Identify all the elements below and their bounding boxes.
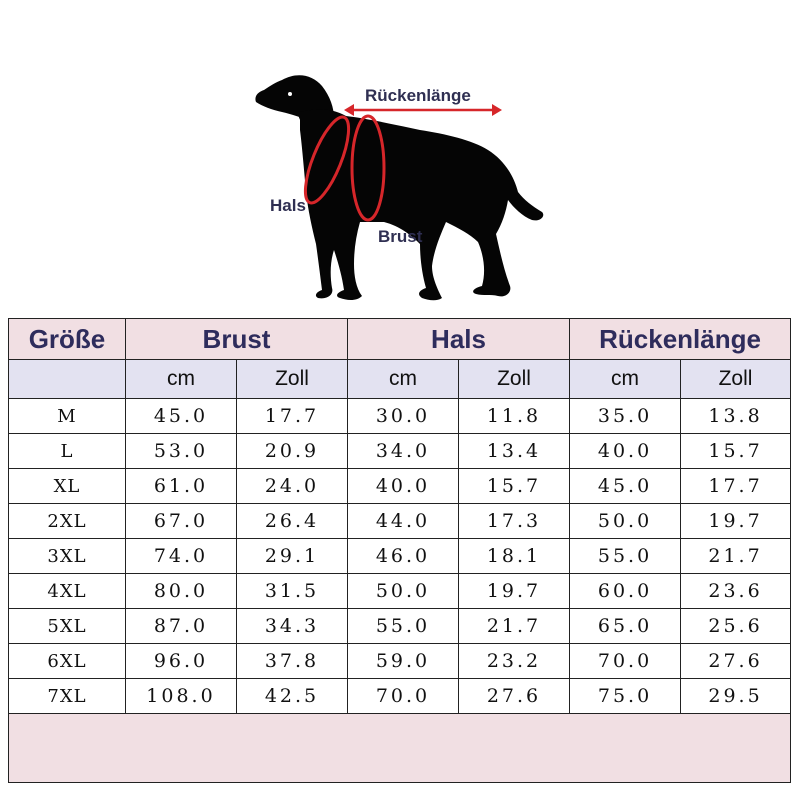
table-footer-row [9, 714, 791, 783]
value-cell: 53.0 [126, 434, 237, 469]
value-cell: 67.0 [126, 504, 237, 539]
value-cell: 26.4 [237, 504, 348, 539]
size-cell: 2XL [9, 504, 126, 539]
value-cell: 44.0 [348, 504, 459, 539]
table-footer-cell [9, 714, 791, 783]
value-cell: 19.7 [459, 574, 570, 609]
value-cell: 13.4 [459, 434, 570, 469]
size-cell: 4XL [9, 574, 126, 609]
value-cell: 23.6 [681, 574, 791, 609]
value-cell: 15.7 [459, 469, 570, 504]
table-row [9, 469, 791, 504]
unit-cell: Zoll [459, 360, 570, 399]
header-chest: Brust [126, 319, 348, 360]
value-cell: 35.0 [570, 399, 681, 434]
header-back-length: Rückenlänge [570, 319, 791, 360]
neck-label: Hals [270, 196, 306, 215]
value-cell: 29.5 [681, 679, 791, 714]
value-cell: 13.8 [681, 399, 791, 434]
value-cell: 27.6 [681, 644, 791, 679]
value-cell: 50.0 [348, 574, 459, 609]
value-cell: 17.7 [681, 469, 791, 504]
value-cell: 40.0 [570, 434, 681, 469]
chest-label: Brust [378, 227, 423, 246]
dog-eye [288, 92, 292, 96]
table-unit-row [9, 360, 791, 399]
size-cell: 6XL [9, 644, 126, 679]
value-cell: 31.5 [237, 574, 348, 609]
table-row [9, 504, 791, 539]
value-cell: 29.1 [237, 539, 348, 574]
size-cell: 3XL [9, 539, 126, 574]
value-cell: 21.7 [459, 609, 570, 644]
value-cell: 55.0 [348, 609, 459, 644]
size-cell: 5XL [9, 609, 126, 644]
value-cell: 18.1 [459, 539, 570, 574]
value-cell: 80.0 [126, 574, 237, 609]
table-row [9, 399, 791, 434]
value-cell: 70.0 [570, 644, 681, 679]
unit-cell: Zoll [237, 360, 348, 399]
value-cell: 15.7 [681, 434, 791, 469]
value-cell: 25.6 [681, 609, 791, 644]
value-cell: 21.7 [681, 539, 791, 574]
table-header-row [9, 319, 791, 360]
unit-cell: cm [570, 360, 681, 399]
value-cell: 27.6 [459, 679, 570, 714]
header-neck: Hals [348, 319, 570, 360]
size-cell: M [9, 399, 126, 434]
value-cell: 30.0 [348, 399, 459, 434]
value-cell: 108.0 [126, 679, 237, 714]
back-length-label: Rückenlänge [365, 86, 471, 105]
table-row [9, 609, 791, 644]
table-row [9, 434, 791, 469]
table-body [9, 399, 791, 714]
value-cell: 19.7 [681, 504, 791, 539]
value-cell: 45.0 [126, 399, 237, 434]
dog-measurement-figure [0, 0, 800, 318]
value-cell: 42.5 [237, 679, 348, 714]
value-cell: 20.9 [237, 434, 348, 469]
table-row [9, 644, 791, 679]
table-row [9, 679, 791, 714]
value-cell: 65.0 [570, 609, 681, 644]
unit-cell: cm [348, 360, 459, 399]
header-size: Größe [9, 319, 126, 360]
size-cell: 7XL [9, 679, 126, 714]
value-cell: 45.0 [570, 469, 681, 504]
unit-empty-cell [9, 360, 126, 399]
table-row [9, 574, 791, 609]
value-cell: 96.0 [126, 644, 237, 679]
value-cell: 70.0 [348, 679, 459, 714]
value-cell: 24.0 [237, 469, 348, 504]
value-cell: 40.0 [348, 469, 459, 504]
value-cell: 46.0 [348, 539, 459, 574]
unit-cell: Zoll [681, 360, 791, 399]
value-cell: 87.0 [126, 609, 237, 644]
table-row [9, 539, 791, 574]
value-cell: 17.3 [459, 504, 570, 539]
value-cell: 34.0 [348, 434, 459, 469]
value-cell: 17.7 [237, 399, 348, 434]
size-cell: XL [9, 469, 126, 504]
value-cell: 11.8 [459, 399, 570, 434]
value-cell: 74.0 [126, 539, 237, 574]
value-cell: 23.2 [459, 644, 570, 679]
value-cell: 55.0 [570, 539, 681, 574]
value-cell: 37.8 [237, 644, 348, 679]
dog-illustration [0, 0, 800, 318]
size-cell: L [9, 434, 126, 469]
value-cell: 61.0 [126, 469, 237, 504]
unit-cell: cm [126, 360, 237, 399]
value-cell: 34.3 [237, 609, 348, 644]
size-chart-table [8, 318, 791, 783]
value-cell: 60.0 [570, 574, 681, 609]
value-cell: 75.0 [570, 679, 681, 714]
value-cell: 59.0 [348, 644, 459, 679]
value-cell: 50.0 [570, 504, 681, 539]
